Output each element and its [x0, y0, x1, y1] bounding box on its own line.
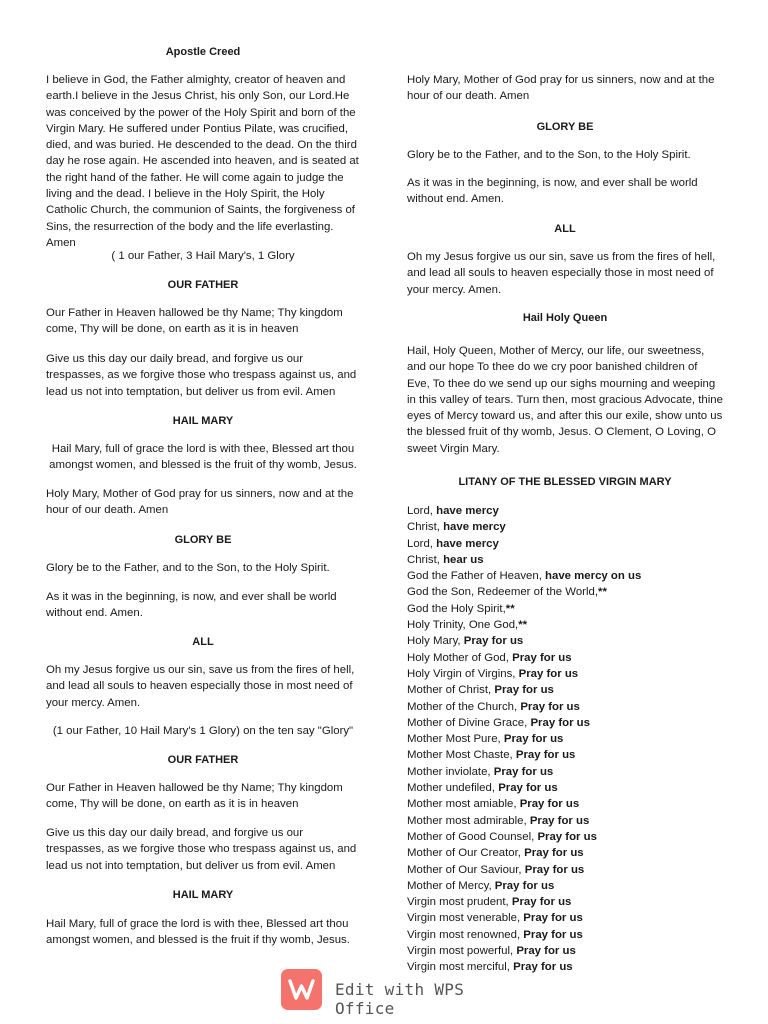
litany-item: [407, 878, 723, 894]
rosary-note-2: (1 our Father, 10 Hail Mary's 1 Glory) on the ten say "Glory": [52, 725, 354, 737]
litany-item: [407, 617, 723, 633]
litany-title: LITANY OF THE BLESSED VIRGIN MARY: [458, 476, 672, 488]
litany-item: [407, 910, 723, 926]
litany-response: Pray for us: [494, 879, 555, 892]
our-father-title-2: OUR FATHER: [167, 754, 239, 766]
litany-item: [407, 584, 723, 600]
litany-response: have mercy: [436, 537, 499, 550]
glory-be-para-2b: As it was in the beginning, is now, and ever shall be world without end. Amen.: [407, 177, 698, 206]
litany-invocation: Holy Mary,: [407, 635, 464, 648]
our-father-para-2a: Our Father in Heaven hallowed be thy Name; Thy kingdom come, Thy will be done, on earth as it is in heaven: [46, 782, 343, 811]
litany-item: [407, 796, 723, 812]
litany-response: **: [598, 586, 607, 599]
litany-item: [407, 813, 723, 829]
our-father-para-1b: Give us this day our daily bread, and forgive us our trespasses, as we forgive those who trespass against us, and lead us not into temptation, but deliver us from evil. Amen: [46, 353, 357, 398]
litany-invocation: Mother of Christ,: [407, 684, 495, 697]
litany-invocation: Virgin most merciful,: [407, 961, 514, 974]
litany-item: [407, 666, 723, 682]
litany-invocation: Virgin most renowned,: [407, 928, 524, 941]
litany-response: have mercy: [436, 505, 499, 517]
litany-response: Pray for us: [524, 863, 585, 876]
hail-holy-queen-text: Hail, Holy Queen, Mother of Mercy, our life, our sweetness, and our hope To thee do we cry poor banished children of Eve, To thee do we send up our sighs mourning and weeping in this valley of tears. Turn then, most gracious Advocate, thine eyes of Mercy toward us, and after this our exile, show unto us the blessed fruit of thy womb, Jesus. O Clement, O Loving, O sweet Virgin Mary.: [407, 345, 723, 455]
our-father-title-1: OUR FATHER: [167, 279, 239, 291]
litany-invocation: God the Holy Spirit,: [407, 602, 506, 615]
litany-response: Pray for us: [503, 733, 564, 746]
litany-item: [407, 780, 723, 796]
litany-response: **: [505, 602, 515, 615]
litany-response: have mercy on us: [545, 570, 642, 583]
litany-response: Pray for us: [463, 635, 524, 648]
litany-response: Pray for us: [516, 945, 576, 958]
litany-item: [407, 764, 723, 780]
litany-invocation: God the Father of Heaven,: [407, 570, 546, 583]
litany-response: Pray for us: [494, 684, 554, 697]
litany-item: [407, 601, 723, 617]
our-father-para-2b: Give us this day our daily bread, and forgive us our trespasses, as we forgive those who trespass against us, and lead us not into temptation, but deliver us from evil. Amen: [46, 827, 357, 872]
litany-response: Pray for us: [537, 830, 597, 843]
glory-be-title-2: GLORY BE: [536, 121, 594, 133]
litany-item: [407, 862, 723, 878]
all-title-2: ALL: [554, 223, 576, 235]
our-father-para-1a: Our Father in Heaven hallowed be thy Name; Thy kingdom come, Thy will be done, on earth as it is in heaven: [46, 307, 343, 336]
litany-response: Pray for us: [513, 961, 573, 974]
hail-mary-continued: Holy Mary, Mother of God pray for us sinners, now and at the hour of our death. Amen: [407, 74, 715, 103]
litany-item: [407, 519, 723, 535]
hail-mary-para-1b: Holy Mary, Mother of God pray for us sinners, now and at the hour of our death. Amen: [46, 488, 354, 517]
glory-be-para-1b: As it was in the beginning, is now, and ever shall be world without end. Amen.: [46, 591, 337, 620]
litany-response: Pray for us: [530, 716, 590, 729]
wps-office-logo-icon: [281, 969, 322, 1010]
litany-invocation: Virgin most powerful,: [407, 945, 517, 958]
hail-mary-title-1: HAIL MARY: [172, 415, 234, 427]
litany-invocation: Christ,: [407, 553, 444, 566]
litany-item: [407, 715, 723, 731]
litany-invocation: Holy Virgin of Virgins,: [407, 667, 519, 680]
litany-response: Pray for us: [520, 700, 580, 713]
litany-item: [407, 829, 723, 845]
litany-invocation: God the Son, Redeemer of the World,: [407, 586, 599, 599]
litany-response: Pray for us: [523, 912, 583, 925]
litany-invocation: Mother Most Chaste,: [407, 749, 516, 762]
litany-response: Pray for us: [498, 782, 558, 795]
all-title-1: ALL: [192, 636, 214, 648]
all-para-1: Oh my Jesus forgive us our sin, save us from the fires of hell, and lead all souls to heaven especially those in most need of your mercy. Amen.: [46, 664, 355, 709]
all-para-2: Oh my Jesus forgive us our sin, save us from the fires of hell, and lead all souls to heaven especially those in most need of your mercy. Amen.: [407, 251, 716, 296]
litany-response: Pray for us: [493, 765, 554, 778]
litany-response: Pray for us: [519, 798, 580, 811]
litany-invocation: Mother most amiable,: [407, 798, 520, 811]
litany-item: [407, 536, 723, 552]
litany-item: [407, 503, 723, 519]
litany-item: [407, 633, 723, 649]
hail-mary-para-1a: Hail Mary, full of grace the lord is with thee, Blessed art thou amongst women, and blessed is the fruit of thy womb, Jesus.: [49, 443, 357, 472]
litany-item: [407, 568, 723, 584]
litany-invocation: Mother of Good Counsel,: [407, 830, 538, 843]
hail-mary-title-2: HAIL MARY: [172, 889, 234, 901]
litany-response: **: [518, 619, 528, 632]
hail-holy-queen-title: Hail Holy Queen: [522, 312, 608, 324]
glory-be-para-1a: Glory be to the Father, and to the Son, to the Holy Spirit.: [46, 562, 330, 574]
litany-invocation: Mother of the Church,: [407, 700, 521, 713]
glory-be-title-1: GLORY BE: [174, 534, 232, 546]
litany-invocation: Mother most admirable,: [407, 814, 530, 827]
hail-mary-para-2a: Hail Mary, full of grace the lord is with thee, Blessed art thou amongst women, and blessed is the fruit if thy womb, Jesus.: [46, 918, 350, 947]
litany-response: Pray for us: [515, 749, 576, 762]
litany-invocation: Mother of Our Saviour,: [407, 863, 525, 876]
litany-invocation: Virgin most prudent,: [407, 896, 512, 909]
litany-list: [407, 503, 723, 976]
litany-response: Pray for us: [529, 814, 590, 827]
litany-invocation: Virgin most venerable,: [407, 912, 524, 925]
litany-item: [407, 747, 723, 763]
litany-invocation: Holy Mother of God,: [407, 651, 513, 664]
litany-item: [407, 552, 723, 568]
litany-invocation: Lord,: [407, 505, 437, 517]
litany-invocation: Mother undefiled,: [407, 782, 499, 795]
apostle-creed-title: Apostle Creed: [165, 46, 241, 58]
litany-item: [407, 845, 723, 861]
litany-item: [407, 927, 723, 943]
rosary-note-1: ( 1 our Father, 3 Hail Mary's, 1 Glory: [111, 250, 295, 262]
litany-item: [407, 699, 723, 715]
litany-invocation: Christ,: [407, 521, 444, 534]
litany-item: [407, 650, 723, 666]
apostle-creed-text: I believe in God, the Father almighty, creator of heaven and earth.I believe in the Jesus Christ, his only Son, our Lord.He was conceived by the power of the Holy Spirit and born of the Virgin Mary. He suffered under Pontius Pilate, was crucified, died, and was buried. He descended to the dead. On the third day he rose again. He ascended into heaven, and is seated at the right hand of the father. He will come again to judge the living and the dead. I believe in the Holy Spirit, the Holy Catholic Church, the communion of Saints, the forgiveness of Sins, the resurrection of the body and the life everlasting. Amen: [46, 74, 359, 249]
wps-watermark-text: Edit with WPS Office: [335, 980, 465, 1018]
litany-response: Pray for us: [511, 896, 572, 909]
litany-invocation: Mother inviolate,: [407, 765, 494, 778]
litany-item: [407, 731, 723, 747]
litany-item: [407, 682, 723, 698]
litany-invocation: Lord,: [407, 537, 437, 550]
litany-invocation: Mother of Mercy,: [407, 879, 495, 892]
glory-be-para-2a: Glory be to the Father, and to the Son, to the Holy Spirit.: [407, 149, 691, 161]
litany-response: Pray for us: [523, 928, 583, 941]
litany-item: [407, 943, 723, 959]
litany-invocation: Mother Most Pure,: [407, 733, 504, 746]
litany-response: hear us: [443, 553, 484, 566]
litany-response: Pray for us: [524, 847, 584, 860]
litany-response: Pray for us: [512, 651, 572, 664]
litany-item: [407, 894, 723, 910]
wps-watermark: [281, 969, 521, 1018]
litany-invocation: Holy Trinity, One God,: [407, 619, 519, 632]
litany-invocation: Mother of Our Creator,: [407, 847, 525, 860]
litany-response: have mercy: [443, 521, 506, 534]
litany-response: Pray for us: [518, 667, 579, 680]
litany-invocation: Mother of Divine Grace,: [407, 716, 531, 729]
